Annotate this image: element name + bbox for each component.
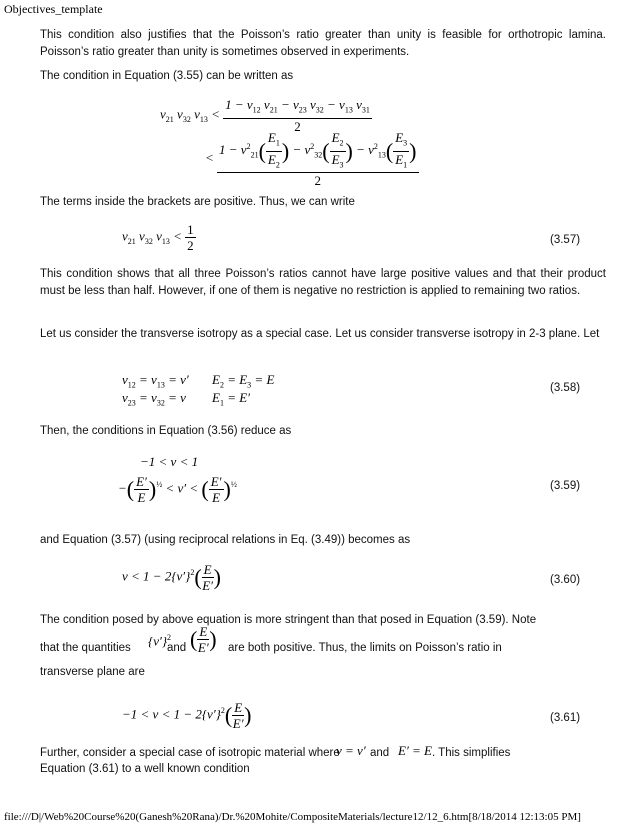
equation-359-line2: −( $\frac{E'}{E}$ )$^{\frac{1}{2}}$ < ν′ < ( $\frac{E'}{E}$ )$^{\frac{1}{2}}$	[118, 474, 237, 505]
equation-361: $-1 < \nu < 1 - 2\{\nu'\}^2$( $\frac{E}{E'}$ )	[122, 700, 252, 731]
inline-nu-equals-nuprime: ν = ν′	[336, 743, 366, 758]
equation-355-line1: $\nu_{21}$ $\nu_{32}$ $\nu_{13}$ < $\frac{1 - \nu_{12} \nu_{21} - \nu_{23} \nu_{32} - \nu_{13} \nu_{31}}{2}$	[160, 97, 370, 134]
paragraph-9a-and: and	[370, 747, 390, 759]
paragraph-3: The terms inside the brackets are positive. Thus, we can write	[40, 196, 355, 208]
equation-358-line1: $\nu_{12} = \nu_{13} = \nu'$	[122, 372, 189, 390]
equation-355-line2: < $1 - \nu^2_{21}$( $\frac{E_1}{E_2}$ ) − $\nu^2_{32}$( $\frac{E_2}{E_3}$ ) − $\nu^2_{13}$( $\frac{E_3}{E_1}$ ) 2	[205, 130, 417, 189]
paragraph-8b-and: and	[167, 642, 187, 654]
paragraph-8c: transverse plane are	[40, 666, 145, 678]
equation-358-line3: $\nu_{23} = \nu_{32} = \nu$	[122, 390, 186, 408]
equation-358-line4: $E_1 = E'$	[212, 390, 251, 408]
equation-359-line1: −1 < ν < 1	[140, 454, 199, 469]
page-header: Objectives_template	[4, 2, 103, 16]
equation-360: $\nu < 1 - 2\{\nu'\}^2$( $\frac{E}{E'}$ )	[122, 562, 221, 593]
paragraph-2: The condition in Equation (3.55) can be written as	[40, 70, 294, 82]
paragraph-9b: Equation (3.61) to a well known condition	[40, 763, 250, 775]
inline-e-over-eprime: ( $\frac{E}{E'}$ )	[190, 624, 217, 655]
paragraph-5: Let us consider the transverse isotropy as a special case. Let us consider transverse isotropy in 2-3 plane. Let	[40, 328, 600, 340]
equation-number-359: (3.59)	[550, 480, 581, 492]
paragraph-9a-part1: Further, consider a special case of isotropic material where	[40, 747, 340, 759]
page-footer-path: file:///D|/Web%20Course%20(Ganesh%20Rana)/Dr.%20Mohite/CompositeMaterials/lecture12/12_6.htm[8/18/2014 12:13:05 PM]	[4, 811, 581, 823]
paragraph-8b-that: that the quantities	[40, 642, 131, 654]
paragraph-4: This condition shows that all three Poisson’s ratios cannot have large positive values and that their product must be less than half. However, if one of them is negative no restriction is applied to remaining two ratios.	[40, 268, 606, 297]
paragraph-1: This condition also justifies that the Poisson’s ratio greater than unity is feasible for orthotropic lamina. Poisson’s ratio greater than unity is sometimes observed in experiments.	[40, 29, 606, 58]
paragraph-9a-part2: . This simplifies	[432, 747, 511, 759]
paragraph-6: Then, the conditions in Equation (3.56) reduce as	[40, 425, 292, 437]
equation-358-line2: $E_2 = E_3 = E$	[212, 372, 275, 390]
equation-number-357: (3.57)	[550, 234, 581, 246]
inline-eprime-equals-e: E′ = E	[398, 743, 432, 758]
paragraph-7: and Equation (3.57) (using reciprocal relations in Eq. (3.49)) becomes as	[40, 534, 411, 546]
equation-number-360: (3.60)	[550, 574, 581, 586]
inline-nu-prime-squared: $\{\nu'\}^2$	[148, 633, 172, 649]
equation-number-358: (3.58)	[550, 382, 581, 394]
equation-number-361: (3.61)	[550, 712, 581, 724]
paragraph-8b-rest: are both positive. Thus, the limits on Poisson’s ratio in	[228, 642, 502, 654]
equation-357: $\nu_{21}$ $\nu_{32}$ $\nu_{13}$ < $\frac{1}{2}$	[122, 222, 194, 253]
paragraph-8a: The condition posed by above equation is more stringent than that posed in Equation (3.59). Note	[40, 614, 537, 626]
